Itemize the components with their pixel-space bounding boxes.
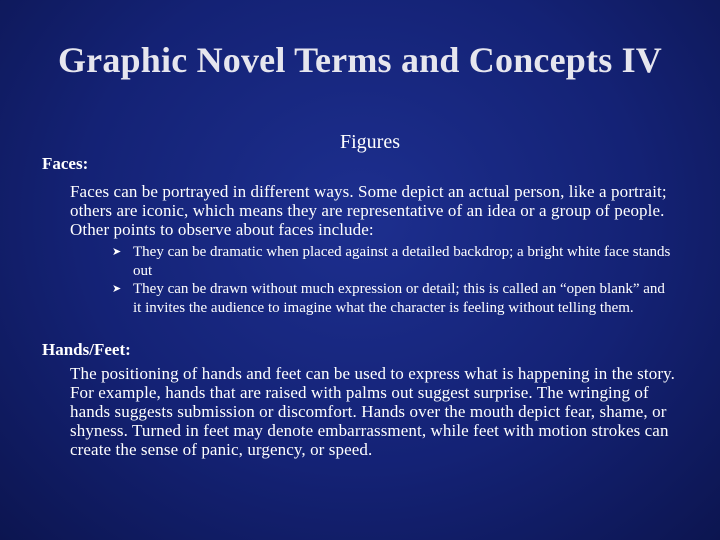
list-item [112,280,672,317]
faces-paragraph: Faces can be portrayed in different ways. Some depict an actual person, like a portrait; others are iconic, which means they are representative of an idea or a group of people. Other points to observe about faces include: [70,182,667,239]
slide-subtitle: Figures [340,131,400,153]
hands-feet-paragraph: The positioning of hands and feet can be used to express what is happening in the story. For example, hands that are raised with palms out suggest surprise. The wringing of hands suggests submission or discomfort. Hands over the mouth depict fear, shame, or shyness. Turned in feet may denote embarrassment, while feet with motion strokes can create the sense of panic, urgency, or speed. [70,364,675,459]
faces-bullet-list [112,243,672,317]
arrowhead-bullet-icon: ➤ [112,246,122,258]
arrowhead-bullet-icon: ➤ [112,283,122,295]
bullet-text: They can be dramatic when placed against a detailed backdrop; a bright white face stands out [133,244,671,279]
faces-heading: Faces: [42,154,89,173]
hands-feet-heading: Hands/Feet: [42,340,131,359]
bullet-text: They can be drawn without much expression or detail; this is called an “open blank” and it invites the audience to imagine what the character is feeling without telling them. [133,281,665,316]
slide-title: Graphic Novel Terms and Concepts IV [57,40,663,80]
list-item [112,243,672,280]
